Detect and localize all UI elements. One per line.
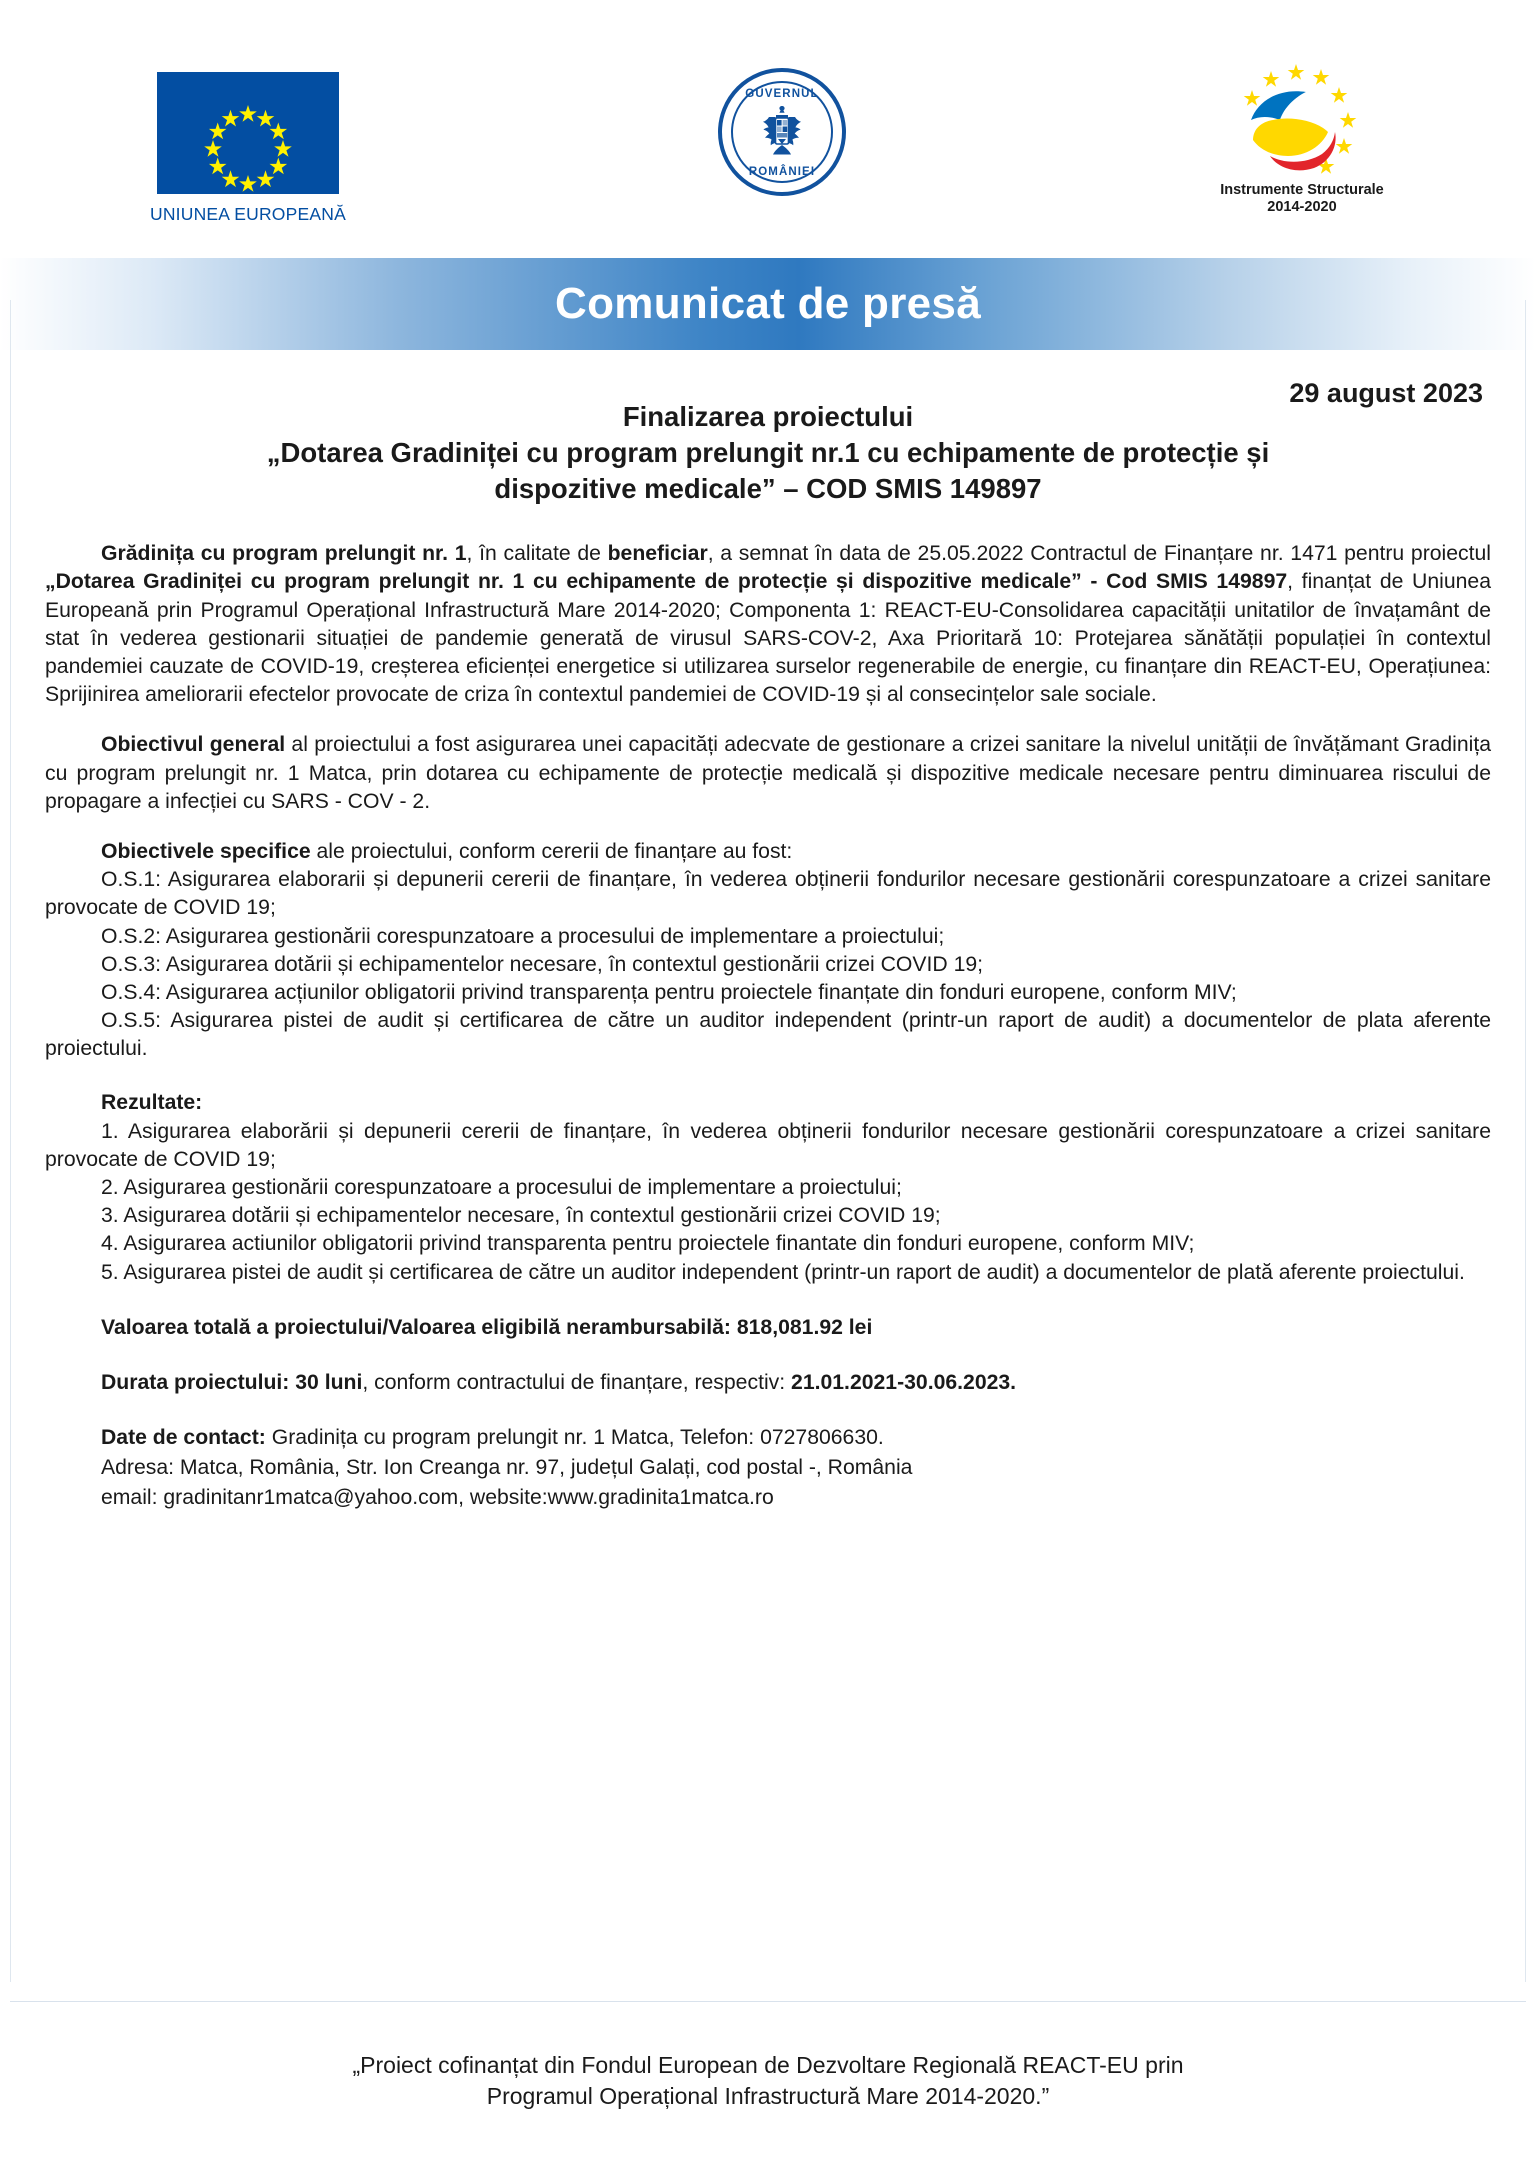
list-item: O.S.4: Asigurarea acțiunilor obligatorii privind transparența pentru proiectele finanțate din fonduri europene, conform MIV;	[101, 980, 1237, 1004]
list-item: O.S.2: Asigurarea gestionării corespunzatoare a procesului de implementare a proiectului;	[101, 924, 945, 948]
intro-bold-beneficiar: beneficiar	[607, 542, 708, 566]
document-body	[0, 378, 1536, 1514]
publication-date: 29 august 2023	[1289, 378, 1483, 408]
banner-title: Comunicat de presă	[555, 279, 981, 328]
page-title-line3: dispozitive medicale” – COD SMIS 149897	[494, 472, 1042, 504]
structural-instruments-logo-block	[1218, 58, 1386, 217]
press-release-banner	[0, 258, 1536, 350]
specific-objectives-heading-rest: ale proiectului, conform cererii de finanțare au fost:	[310, 839, 793, 863]
logo-header	[0, 0, 1536, 250]
list-item: 2. Asigurarea gestionării corespunzatoare a procesului de implementare a proiectului;	[101, 1176, 902, 1199]
list-item: O.S.3: Asigurarea dotării și echipamentelor necesare, în contextul gestionării crizei COVID 19;	[101, 952, 984, 976]
project-value: Valoarea totală a proiectului/Valoarea eligibilă nerambursabilă: 818,081.92 lei	[101, 1315, 873, 1339]
structural-instruments-caption	[1220, 182, 1384, 217]
list-item: O.S.1: Asigurarea elaborarii și depunerii cererii de finanțare, în vederea obținerii fondurilor necesare gestionării corespunzatoare a crizei sanitare provocate de COVID 19;	[45, 868, 1491, 920]
european-union-flag-icon	[157, 72, 339, 194]
contact-email-website: email: gradinitanr1matca@yahoo.com, website:www.gradinita1matca.ro	[101, 1486, 774, 1510]
intro-text-3: , finanțat de Uniunea Europeană prin Programul Operațional Infrastructură Mare 2014-2020; Componenta 1: REACT-EU-Consolidarea capacității unitatilor de învațamânt de stat în vederea gestionarii situației de pandemie generată de virusul SARS-COV-2, Axa Prioritară 10: Protejarea sănătății populației în contextul pandemiei cauzate de COVID-19, creșterea eficienței energetice si utilizarea surselor regenerabile de energie, cu finanțare din REACT-EU, Operațiunea: Sprijinirea ameliorarii efectelor provocate de criza în contextul pandemiei de COVID-19 și al consecințelor sale sociale.	[45, 570, 1491, 707]
page-border-left	[10, 300, 11, 1982]
list-item: 1. Asigurarea elaborării și depunerii cererii de finanțare, în vederea obținerii fondurilor necesare gestionării corespunzatoare a crizei sanitare provocate de COVID 19;	[45, 1119, 1491, 1171]
spacer	[45, 1397, 1491, 1423]
list-item: O.S.5: Asigurarea pistei de audit și certificarea de către un auditor independent (printr-un raport de audit) a documentelor de plata aferente proiectului.	[45, 1009, 1491, 1061]
gov-seal-top-text: GUVERNUL	[745, 88, 819, 100]
page-title-line1: Finalizarea proiectului	[622, 401, 914, 432]
contact-line-1-text: Gradinița cu program prelungit nr. 1 Matca, Telefon: 0727806630.	[265, 1426, 884, 1450]
spacer	[45, 506, 1491, 540]
list-item: 3. Asigurarea dotării și echipamentelor necesare, în contextul gestionării crizei COVID 19;	[101, 1204, 941, 1228]
government-of-romania-seal-icon	[718, 68, 846, 196]
project-duration	[45, 1368, 1491, 1397]
gov-seal-bottom-text: ROMÂNIEI	[748, 166, 816, 178]
specific-objectives-heading	[45, 838, 1491, 866]
specific-objectives-label: Obiectivele specifice	[101, 839, 311, 863]
list-item: 5. Asigurarea pistei de audit și certificarea de către un auditor independent (printr-un raport de audit) a documentelor de plată aferente proiectului.	[101, 1260, 1465, 1284]
eu-logo-block	[150, 72, 346, 225]
instrumente-structurale-icon	[1218, 58, 1386, 178]
contact-block	[45, 1423, 1491, 1513]
footer-line-2: Programul Operațional Infrastructură Mare 2014-2020.”	[486, 2082, 1050, 2109]
intro-text-2: , a semnat în data de 25.05.2022 Contractul de Finanțare nr. 1471 pentru proiectul	[707, 542, 1491, 566]
intro-text-1: , în calitate de	[466, 542, 608, 566]
structural-instruments-caption-line2: 2014-2020	[1267, 199, 1337, 216]
project-duration-label: Durata proiectului: 30 luni	[101, 1371, 363, 1394]
general-objective-label: Obiectivul general	[101, 733, 286, 757]
project-duration-value: 21.01.2021-30.06.2023.	[791, 1371, 1017, 1394]
page-title	[45, 399, 1491, 506]
footer-divider	[10, 2001, 1526, 2002]
contact-label: Date de contact:	[101, 1426, 266, 1450]
intro-paragraph	[45, 540, 1491, 709]
general-objective-paragraph	[45, 731, 1491, 816]
results-heading: Rezultate:	[101, 1091, 203, 1115]
intro-lead-bold: Grădinița cu program prelungit nr. 1	[101, 542, 467, 566]
contact-address: Adresa: Matca, România, Str. Ion Creanga nr. 97, județul Galați, cod postal -, România	[101, 1456, 913, 1480]
project-duration-middle: , conform contractului de finanțare, respectiv:	[362, 1371, 792, 1394]
eu-logo-caption: UNIUNEA EUROPEANĂ	[150, 204, 346, 224]
contact-line-1	[101, 1423, 1491, 1453]
list-item: 4. Asigurarea actiunilor obligatorii privind transparenta pentru proiectele finantate din fonduri europene, conform MIV;	[101, 1232, 1195, 1256]
footer-note	[0, 2050, 1536, 2112]
page-title-line2: „Dotarea Gradiniței cu program prelungit nr.1 cu echipamente de protecție și	[266, 436, 1270, 468]
general-objective-text: al proiectului a fost asigurarea unei capacități adecvate de gestionare a crizei sanitare la nivelul unității de învățămant Gradinița cu program prelungit nr. 1 Matca, prin dotarea cu echipamente de protecție medicală și dispozitive medicale necesare pentru diminuarea riscului de propagare a infecției cu SARS - COV - 2.	[45, 733, 1492, 813]
footer-line-1: „Proiect cofinanțat din Fondul European de Dezvoltare Regională REACT-EU prin	[352, 2051, 1184, 2078]
spacer	[45, 1063, 1491, 1089]
intro-bold-project-name: „Dotarea Gradiniței cu program prelungit nr. 1 cu echipamente de protecție și dispozitive medicale” - Cod SMIS 149897	[45, 570, 1288, 594]
government-logo-block	[718, 68, 846, 196]
spacer	[45, 1342, 1491, 1368]
spacer	[45, 1287, 1491, 1313]
structural-instruments-caption-line1: Instrumente Structurale	[1220, 182, 1384, 198]
page-border-right	[1525, 300, 1526, 1982]
